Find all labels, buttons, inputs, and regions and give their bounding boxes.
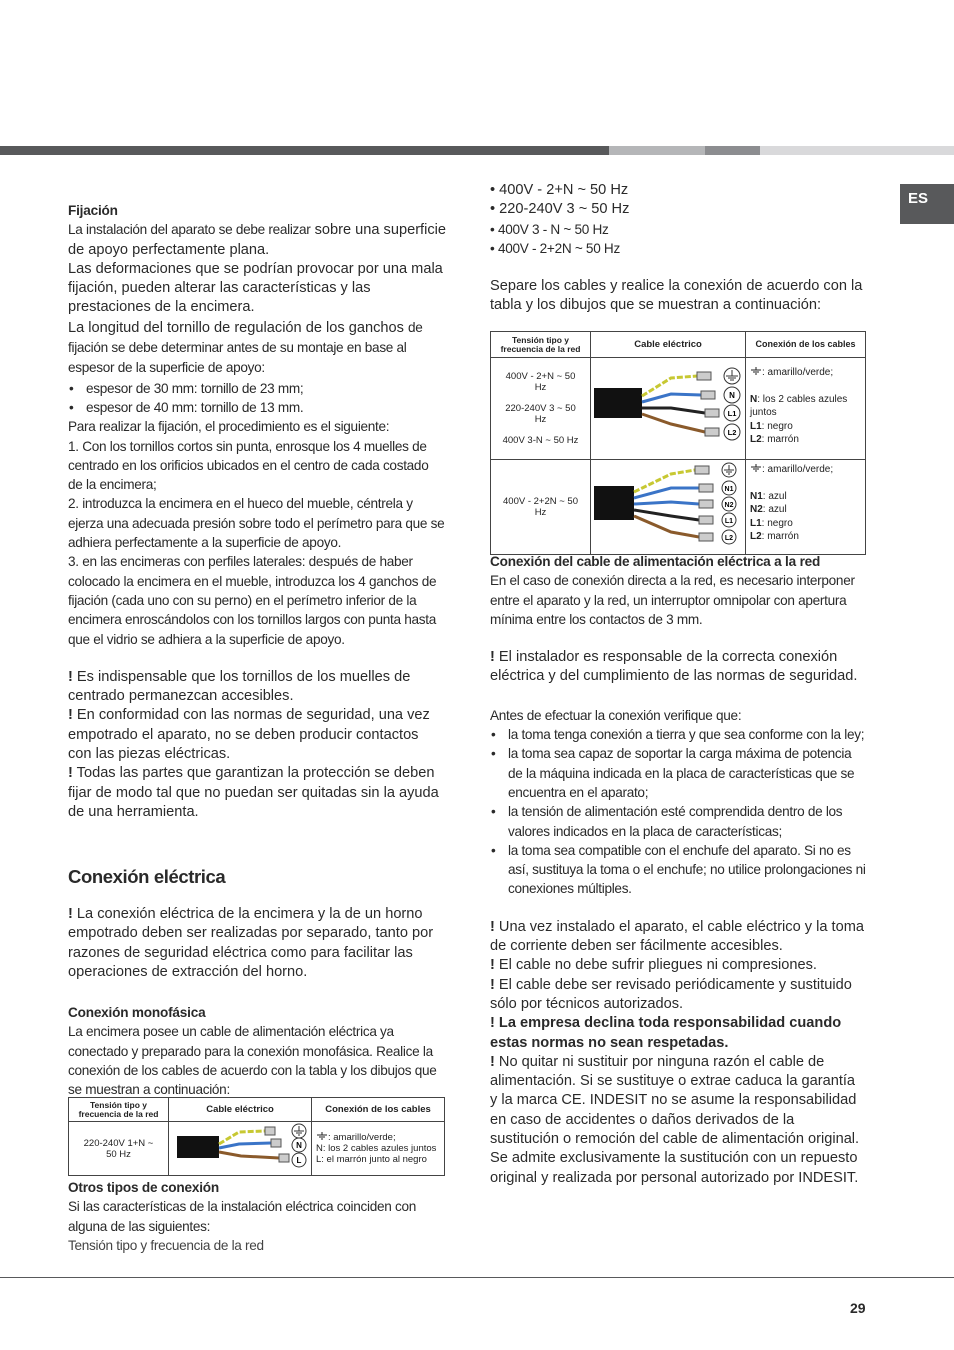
left-column bbox=[68, 201, 446, 822]
list-item: • la toma sea capaz de soportar la carga máxima de potencia de la máquina indicada en la placa de características que se encuentra en el aparato; bbox=[490, 744, 866, 802]
header-bar-segment bbox=[0, 146, 609, 155]
warning-note: ! El cable debe ser revisado periódicamente y sustituido sólo por técnicos autorizados. bbox=[490, 976, 852, 1012]
connection-line: N: los 2 cables azules juntos bbox=[316, 1143, 437, 1154]
table-header: Tensión tipo y frecuencia de la red bbox=[491, 332, 591, 358]
otros-text: Si las características de la instalación eléctrica coinciden con alguna de las siguientes: bbox=[68, 1199, 417, 1234]
connection-line: L: el marrón junto al negro bbox=[316, 1154, 427, 1165]
terminal-label: L1 bbox=[727, 409, 737, 418]
connection-line: L1: negro bbox=[750, 517, 793, 529]
terminal-label: N bbox=[729, 391, 735, 400]
list-item: • la tensión de alimentación esté comprendida dentro de los valores indicados en la placa de características; bbox=[490, 802, 866, 841]
red-text: En el caso de conexión directa a la red, es necesario interponer entre el aparato y la red, un interruptor omnipolar con apertura mínima entre los contactos de 3 mm. bbox=[490, 573, 855, 627]
svg-text:L: L bbox=[296, 1156, 302, 1165]
wiring-table-multi-phase bbox=[490, 331, 866, 555]
connection-line: N: los 2 cables azules juntos bbox=[750, 393, 848, 418]
cable-diagram-icon bbox=[169, 1122, 311, 1172]
fijacion-steps-intro: Para realizar la fijación, el procedimiento es el siguiente: bbox=[68, 419, 390, 435]
connection-line: N1: azul bbox=[750, 490, 787, 502]
conexion-section bbox=[68, 865, 446, 982]
language-tab: ES bbox=[900, 184, 954, 224]
warning-note: ! Una vez instalado el aparato, el cable eléctrico y la toma de corriente deben ser fácilmente accesibles. bbox=[490, 918, 864, 955]
warning-note: ! En conformidad con las normas de seguridad, una vez empotrado el aparato, no se deben producir contactos con las piezas eléctricas. bbox=[68, 707, 430, 763]
otros-subtext: Tensión tipo y frecuencia de la red bbox=[68, 1237, 264, 1253]
fijacion-p2: Las deformaciones que se podrían provocar por una mala fijación, pueden alterar las características y las prestaciones de la encimera. bbox=[68, 260, 443, 316]
voltage-option: • 400V 3 - N ~ 50 Hz bbox=[490, 221, 609, 237]
monofasica-section bbox=[68, 1003, 446, 1099]
header-bar-segment bbox=[609, 146, 705, 155]
monofasica-text: La encimera posee un cable de alimentación eléctrica ya conectado y preparado para la conexión monofásica. Realice la conexión de los cables de acuerdo con la tabla y los dibujos que se muestran a continuación: bbox=[68, 1024, 437, 1098]
table-header: Tensión tipo y frecuencia de la red bbox=[69, 1098, 169, 1122]
connection-line: : amarillo/verde; bbox=[316, 1132, 444, 1143]
footer-rule bbox=[0, 1277, 954, 1278]
otros-title: Otros tipos de conexión bbox=[68, 1180, 219, 1195]
table-cell-connection bbox=[746, 460, 866, 555]
list-item: • la toma tenga conexión a tierra y que sea conforme con la ley; bbox=[490, 725, 866, 744]
list-item: • la toma sea compatible con el enchufe del aparato. Si no es así, sustituya la toma o el enchufe; no utilice prolongaciones ni conexiones múltiples. bbox=[490, 841, 866, 899]
antes-text: Antes de efectuar la conexión verifique que: bbox=[490, 707, 742, 723]
table-header: Cable eléctrico bbox=[591, 332, 746, 358]
table-header: Conexión de los cables bbox=[746, 332, 866, 358]
voltage-option: • 400V - 2+2N ~ 50 Hz bbox=[490, 240, 620, 256]
ground-icon bbox=[750, 367, 762, 376]
warning-note: ! No quitar ni sustituir por ninguna razón el cable de alimentación. Si se sustituye o extrae caduca la garantía y la marca CE. INDESIT no se asume la responsabilidad en caso de accidentes o daños derivados de la sustitución o remoción del cable de alimentación original. Se admite exclusivamente la sustitución con un repuesto original y realizada por personal autorizado por INDESIT. bbox=[490, 1053, 860, 1186]
table-cell-connection bbox=[312, 1122, 445, 1176]
table-header: Cable eléctrico bbox=[169, 1098, 312, 1122]
wiring-table-single-phase bbox=[68, 1097, 445, 1176]
right-column-bottom bbox=[490, 552, 866, 1188]
warning-note: ! El instalador es responsable de la correcta conexión eléctrica y del cumplimiento de las normas de seguridad. bbox=[490, 649, 858, 685]
table-cell-connection bbox=[746, 358, 866, 460]
terminal-label: L2 bbox=[727, 428, 737, 437]
cable-diagram-icon bbox=[591, 460, 745, 551]
cable-diagram bbox=[591, 460, 746, 555]
list-item: • espesor de 30 mm: tornillo de 23 mm; bbox=[68, 379, 446, 398]
fijacion-p3: La longitud del tornillo de regulación de los ganchos de fijación se debe determinar antes de su montaje en base al espesor de la superficie de apoyo: bbox=[68, 319, 423, 376]
page-number: 29 bbox=[850, 1300, 866, 1316]
fijacion-step-2: 2. introduzca la encimera en el hueco del mueble, céntrela y ejerza una adecuada presión sobre todo el perímetro para que se adhiera perfectamente a la superficie de apoyo. bbox=[68, 496, 445, 551]
voltage-option: • 400V - 2+N ~ 50 Hz bbox=[490, 182, 629, 198]
terminal-label: N1 bbox=[724, 486, 734, 493]
connection-line: L2: marrón bbox=[750, 531, 799, 542]
fijacion-p1: La instalación del aparato se debe realizar sobre una superficie de apoyo perfectamente plana. bbox=[68, 222, 447, 258]
ground-icon bbox=[750, 464, 762, 473]
connection-line: N2: azul bbox=[750, 504, 787, 515]
voltage-option: • 220-240V 3 ~ 50 Hz bbox=[490, 201, 630, 218]
header-color-bar bbox=[0, 146, 954, 155]
warning-note: ! Es indispensable que los tornillos de los muelles de centrado permanezcan accesibles. bbox=[68, 668, 411, 705]
conexion-title: Conexión eléctrica bbox=[68, 866, 226, 887]
table-cell-voltage: 400V - 2+2N ~ 50 Hz bbox=[491, 460, 591, 555]
fijacion-step-1: 1. Con los tornillos cortos sin punta, enrosque los 4 muelles de centrado en los orificios ubicados en el centro de cada costado de la encimera; bbox=[68, 438, 429, 493]
connection-line: : amarillo/verde; bbox=[750, 463, 865, 477]
separe-text: Separe los cables y realice la conexión de acuerdo con la tabla y los dibujos que se muestran a continuación: bbox=[490, 278, 863, 314]
right-column-top bbox=[490, 181, 866, 316]
warning-note: ! La conexión eléctrica de la encimera y la de un horno empotrado deben ser realizadas por separado, tanto por razones de seguridad eléctrica como para facilitar las operaciones de extracción del horno. bbox=[68, 906, 434, 980]
cable-diagram-icon bbox=[591, 358, 745, 456]
warning-note: ! Todas las partes que garantizan la protección se deben fijar de modo tal que no puedan ser quitadas sin la ayuda de una herramienta. bbox=[68, 765, 439, 820]
header-bar-segment bbox=[760, 146, 954, 155]
terminal-label: L1 bbox=[724, 518, 734, 525]
warning-note: ! El cable no debe sufrir pliegues ni compresiones. bbox=[490, 957, 817, 974]
warning-note-bold: ! La empresa declina toda responsabilidad cuando estas normas no sean respetadas. bbox=[490, 1015, 842, 1051]
terminal-label: N2 bbox=[724, 502, 734, 509]
table-cell-voltage: 400V - 2+N ~ 50 Hz 220-240V 3 ~ 50 Hz 400V 3-N ~ 50 Hz bbox=[491, 358, 591, 460]
fijacion-step-3: 3. en las encimeras con perfiles laterales: después de haber colocado la encimera en el mueble, introduzca los 4 ganchos de fijación (cada uno con su perno) en el perímetro inferior de la encimera enroscándolos con los tornillos largos con punta hasta que el vidrio se adhiera a la superficie de apoyo. bbox=[68, 554, 437, 647]
header-bar-segment bbox=[705, 146, 760, 155]
monofasica-title: Conexión monofásica bbox=[68, 1005, 206, 1020]
ground-icon bbox=[316, 1132, 328, 1141]
connection-line: L2: marrón bbox=[750, 434, 799, 445]
connection-line: : amarillo/verde; bbox=[750, 366, 865, 380]
otros-section bbox=[68, 1178, 446, 1255]
table-header: Conexión de los cables bbox=[312, 1098, 445, 1122]
svg-text:N: N bbox=[296, 1141, 302, 1150]
list-item: • espesor de 40 mm: tornillo de 13 mm. bbox=[68, 398, 446, 417]
fijacion-title: Fijación bbox=[68, 203, 118, 218]
terminal-label: L2 bbox=[724, 535, 734, 542]
connection-line: L1: negro bbox=[750, 420, 793, 432]
table-cell-voltage: 220-240V 1+N ~ 50 Hz bbox=[69, 1122, 169, 1176]
cable-diagram bbox=[169, 1122, 312, 1176]
cable-diagram bbox=[591, 358, 746, 460]
red-title: Conexión del cable de alimentación eléctrica a la red bbox=[490, 554, 821, 569]
